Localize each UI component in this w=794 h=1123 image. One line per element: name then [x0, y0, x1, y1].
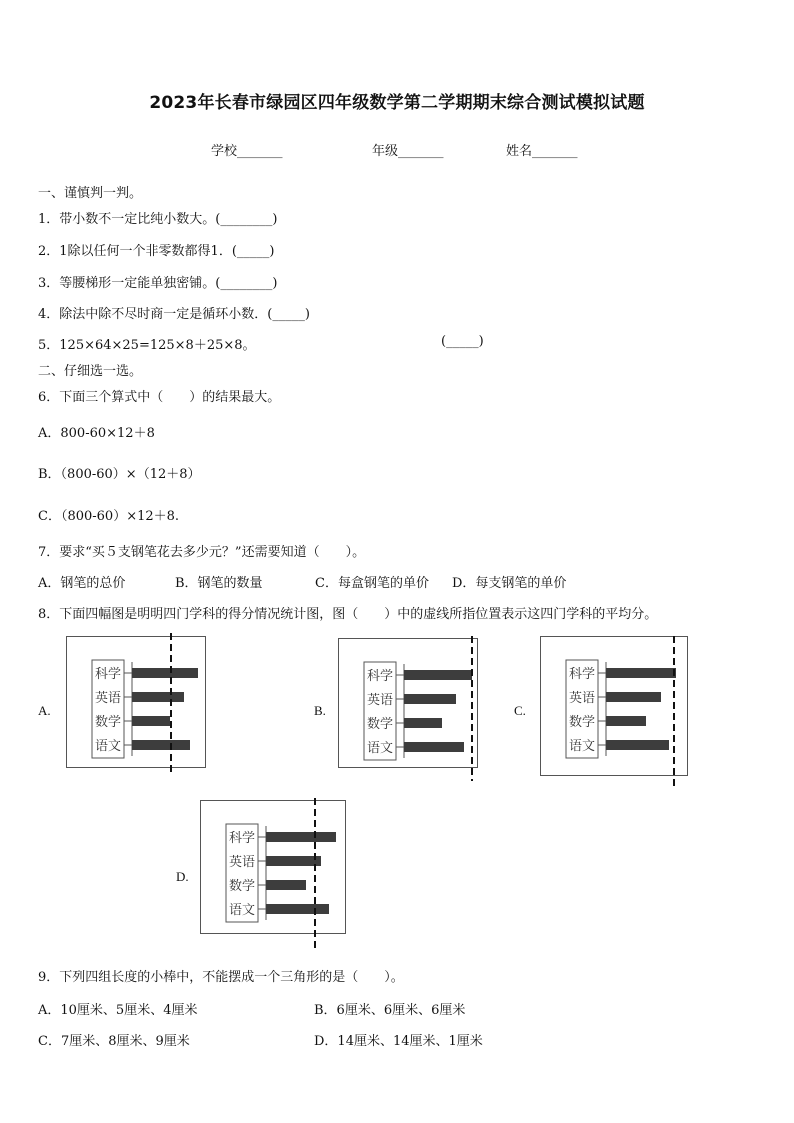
bar: [606, 668, 676, 678]
question-6-option-b: B．（800-60）×（12＋8）: [38, 467, 201, 482]
bar: [132, 740, 190, 750]
question-7-option-d: D．每支钢笔的单价: [452, 576, 567, 591]
question-4: 4．除法中除不尽时商一定是循环小数．(_____): [38, 307, 310, 322]
section-2-heading: 二、仔细选一选。: [38, 364, 143, 379]
bar: [404, 718, 442, 728]
school-field: 学校_______: [211, 144, 283, 159]
bar: [404, 670, 472, 680]
question-2: 2．1除以任何一个非零数都得1．(_____): [38, 244, 275, 259]
category-label: 英语: [366, 693, 394, 708]
bar: [266, 832, 336, 842]
bar: [266, 904, 329, 914]
category-label: 科学: [366, 669, 394, 684]
bar: [404, 694, 456, 704]
category-label: 语文: [94, 739, 122, 754]
category-label: 英语: [94, 691, 122, 706]
bar-chart-a: [66, 636, 206, 778]
question-5-blank: (_____): [441, 334, 484, 349]
page-title: 2023年长春市绿园区四年级数学第二学期期末综合测试模拟试题: [149, 93, 645, 113]
grade-field: 年级_______: [372, 144, 444, 159]
bar: [132, 692, 184, 702]
bar: [132, 716, 170, 726]
question-6-option-a: A．800-60×12＋8: [38, 426, 155, 441]
question-6: 6．下面三个算式中（ ）的结果最大。: [38, 390, 281, 405]
bar: [606, 716, 646, 726]
bar: [266, 856, 321, 866]
question-7-option-b: B．钢笔的数量: [175, 576, 263, 591]
chart-c-label: C.: [514, 703, 526, 718]
name-field: 姓名_______: [506, 144, 578, 159]
bar-chart-b: [338, 638, 478, 783]
section-1-heading: 一、谨慎判一判。: [38, 186, 143, 201]
bar-chart-c: [540, 636, 688, 790]
question-6-option-c: C．（800-60）×12＋8.: [38, 509, 180, 524]
category-label: 科学: [228, 831, 256, 846]
category-label: 数学: [228, 879, 256, 894]
category-label: 数学: [568, 715, 596, 730]
chart-b-label: B.: [314, 703, 326, 718]
bar: [606, 740, 669, 750]
category-label: 语文: [568, 739, 596, 754]
bar-chart-d: [200, 800, 346, 952]
question-3: 3．等腰梯形一定能单独密铺。(________): [38, 276, 278, 291]
category-label: 数学: [366, 717, 394, 732]
chart-d-label: D.: [176, 869, 189, 884]
question-7-option-a: A．钢笔的总价: [38, 576, 126, 591]
category-label: 科学: [568, 667, 596, 682]
category-label: 数学: [94, 715, 122, 730]
question-9: 9．下列四组长度的小棒中，不能摆成一个三角形的是（ ）。: [38, 970, 404, 985]
question-7-option-c: C．每盒钢笔的单价: [315, 576, 429, 591]
question-1: 1．带小数不一定比纯小数大。(________): [38, 212, 278, 227]
category-label: 英语: [568, 691, 596, 706]
bar: [266, 880, 306, 890]
bar: [404, 742, 464, 752]
question-7: 7．要求“买５支钢笔花去多少元？”还需要知道（ ）。: [38, 545, 366, 560]
bar: [606, 692, 661, 702]
question-9-option-a: A．10厘米、5厘米、4厘米: [38, 1003, 198, 1018]
category-label: 科学: [94, 667, 122, 682]
question-9-option-d: D．14厘米、14厘米、1厘米: [314, 1034, 483, 1049]
question-9-option-c: C．7厘米、8厘米、9厘米: [38, 1034, 190, 1049]
chart-a-label: A.: [38, 703, 51, 718]
question-9-option-b: B．6厘米、6厘米、6厘米: [314, 1003, 466, 1018]
question-5: 5．125×64×25=125×8＋25×8。: [38, 338, 256, 353]
question-8: 8．下面四幅图是明明四门学科的得分情况统计图，图（ ）中的虚线所指位置表示这四门学科的平均分。: [38, 607, 658, 622]
category-label: 英语: [228, 855, 256, 870]
category-label: 语文: [228, 903, 256, 918]
chart-frame: [541, 637, 688, 776]
category-label: 语文: [366, 741, 394, 756]
bar: [132, 668, 198, 678]
